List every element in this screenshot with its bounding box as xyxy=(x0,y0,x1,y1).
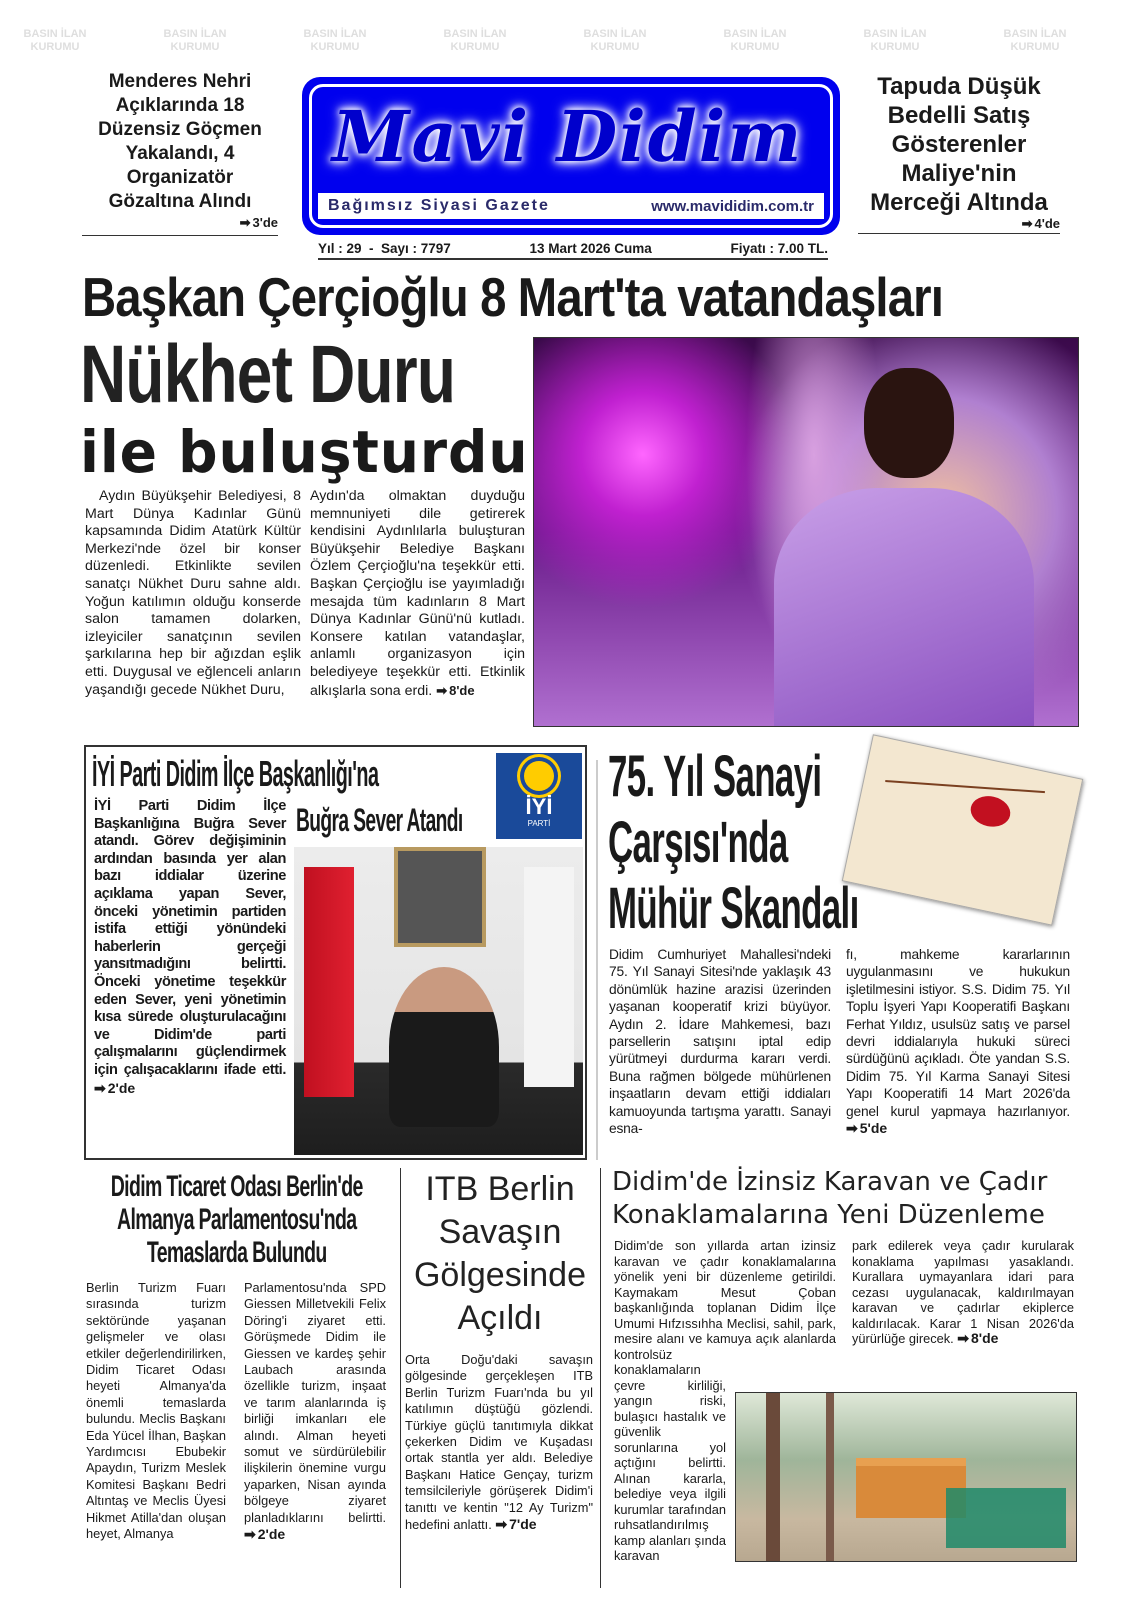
karavan-body-col2-text: park edilerek veya çadır kurularak konaklama yapılması yasaklandı. Kurallara uymayanlara idari para cezası uygulanacak, kaldırılmayan karavan ve çadırlar ekiplerce kaldırılacak. Karar 1 Nisan 2026'da yürürlüğe girecek. xyxy=(852,1238,1074,1346)
seal-document-photo xyxy=(842,734,1083,925)
sanayi-body-col2-text: fı, mahkeme kararlarının uygulanmasını ve hukukun işletilmesini istiyor. S.S. Didim 75. Yıl Toplu İşyeri Yapı Kooperatifi Başkanı Ferhat Yıldız, usulsüz satış ve parsel devri iddialarıyla hukuki süreci sürdüğünü açıkladı. Öte yandan S.S. Didim 75. Yıl Karma Sanayi Sitesi Yapı Kooperatifi 14 Mart 2026'da genel kurul yapmaya hazırlanıyor. xyxy=(846,947,1070,1119)
karavan-body-col1b-text: konaklamaların çevre kirliliği, yangın riski, bulaşıcı hastalık ve güvenlik sorunlarına yol açtığını belirtti. Alınan kararla, belediye veya ilgili kurumlar tarafından ruhsatlandırılmış kamp alanları şında karavan xyxy=(614,1362,726,1563)
watermark-text: BASIN İLAN KURUMU xyxy=(443,28,507,53)
sanayi-title-1[interactable]: 75. Yıl Sanayi xyxy=(608,744,822,809)
iyi-party-logo xyxy=(496,753,582,839)
sanayi-body-col2 xyxy=(846,946,1070,1137)
caravan-camp-photo xyxy=(735,1392,1077,1562)
karavan-title-2[interactable]: Konaklamalarına Yeni Düzenleme xyxy=(612,1200,1045,1230)
karavan-ref[interactable]: ➡ 8'de xyxy=(957,1330,998,1346)
sanayi-body-col1 xyxy=(609,946,831,1137)
ticaret-title[interactable]: Didim Ticaret Odası Berlin'de Almanya Parlamentosu'nda Temaslarda Bulundu xyxy=(110,1170,363,1269)
lead-body-col2 xyxy=(310,488,525,700)
iyi-body xyxy=(94,798,286,1098)
karavan-title-1[interactable]: Didim'de İzinsiz Karavan ve Çadır xyxy=(612,1167,1048,1197)
watermark-text: BASIN İLAN KURUMU xyxy=(1003,28,1067,53)
iyi-title-2[interactable]: Buğra Sever Atandı xyxy=(296,802,463,838)
iyi-title-1[interactable]: İYİ Parti Didim İlçe Başkanlığı'na xyxy=(92,753,379,794)
column-divider xyxy=(400,1168,401,1588)
iyi-logo-sub: PARTİ xyxy=(527,819,551,828)
right-top-story xyxy=(858,72,1060,234)
bugra-sever-photo xyxy=(294,847,583,1155)
lead-body-col1 xyxy=(85,488,301,699)
ticaret-body-col1-text: Berlin Turizm Fuarı sırasında turizm sektöründe yaşanan gelişmeler ve olası etkiler değerlendirilirken, Didim Ticaret Odası heyeti Almanya'da önemli temaslarda bulundu. Meclis Başkanı Eda Yücel İlhan, Başkan Yardımcısı Ebubekir Apaydın, Turizm Meslek Komitesi Başkanı Bedri Altıntaş ve Meclis Üyesi Hikmet Atilla'dan oluşan heyet, Almanya xyxy=(86,1280,226,1542)
lead-title-2[interactable]: ile buluşturdu xyxy=(80,418,529,486)
karavan-body-col1-text: Didim'de son yıllarda artan izinsiz karavan ve çadır konaklamalarına yönelik yeni bir düzenleme getirildi. Kaymakam Mesut Çoban başkanlığında toplanan Didim İlçe Umumi Hıfzıssıhha Meclisi, sahil, park, mesire alanı ve kamuya açık alanlarda kontrolsüz xyxy=(614,1238,836,1362)
sanayi-ref[interactable]: ➡ 5'de xyxy=(846,1120,887,1136)
issue-bar xyxy=(318,241,828,260)
right-top-ref[interactable]: ➡ 4'de xyxy=(1022,216,1060,231)
watermark-text: BASIN İLAN KURUMU xyxy=(163,28,227,53)
itb-ref[interactable]: ➡ 7'de xyxy=(495,1516,536,1532)
iyi-logo-text: İYİ xyxy=(525,794,553,819)
lead-body-col1-text: Aydın Büyükşehir Belediyesi, 8 Mart Dünya Kadınlar Günü kapsamında Didim Atatürk Kültür Merkezi'nde özel bir konser düzenledi. Etkinlikte sevilen sanatçı Nükhet Duru sahne aldı. Yoğun katılımın olduğu konserde salon tamamen dolarken, izleyiciler sanatçının sevilen şarkılarına hep bir ağızdan eşlik etti. Duygusal ve eğlenceli anların yaşandığı gecede Nükhet Duru, xyxy=(85,488,301,698)
sun-icon xyxy=(524,761,554,791)
masthead-logo[interactable]: Mavi Didim xyxy=(332,95,804,178)
masthead-website[interactable]: www.mavididim.com.tr xyxy=(651,197,814,215)
ticaret-ref[interactable]: ➡ 2'de xyxy=(244,1526,285,1542)
itb-body-text: Orta Doğu'daki savaşın gölgesinde gerçekleşen ITB Berlin Turizm Fuarı'nda bu yıl katılımın düştüğü gözlendi. Türkiye güçlü tanıtımıyla dikkat çekerken Didim ve Kuşadası ortak stantla yer aldı. Belediye Başkanı Hatice Gençay, turizm temsilcileriyle görüşerek Didim'i tanıttı ve kentin "12 Ay Turizm" hedefini anlattı. xyxy=(405,1352,593,1533)
lead-kicker[interactable]: Başkan Çerçioğlu 8 Mart'ta vatandaşları xyxy=(82,266,943,328)
masthead xyxy=(302,77,840,235)
column-divider xyxy=(600,1168,601,1588)
itb-title[interactable]: ITB Berlin Savaşın Gölgesinde Açıldı xyxy=(413,1170,586,1337)
left-top-ref[interactable]: ➡ 3'de xyxy=(240,215,278,230)
column-divider xyxy=(596,760,598,1160)
masthead-tagline: Bağımsız Siyasi Gazete xyxy=(328,197,550,214)
left-top-headline[interactable]: Menderes Nehri Açıklarında 18 Düzensiz Göçmen Yakalandı, 4 Organizatör Gözaltına Alındı xyxy=(98,71,262,212)
watermark-text: BASIN İLAN KURUMU xyxy=(303,28,367,53)
lead-title-1[interactable]: Nükhet Duru xyxy=(80,329,456,420)
watermark-text: BASIN İLAN KURUMU xyxy=(723,28,787,53)
karavan-body-col1b xyxy=(614,1362,726,1564)
karavan-body-col2 xyxy=(852,1238,1074,1347)
left-top-story xyxy=(82,70,278,236)
sanayi-body-col1-text: Didim Cumhuriyet Mahallesi'ndeki 75. Yıl Sanayi Sitesi'nde yaklaşık 43 dönümlük hazine arazisi üzerinden yaşanan kooperatif krizi büyüyor. Aydın 2. İdare Mahkemesi, bazı parsellerin satışını iptal edip yürütmeyi durdurma kararı verdi. Buna rağmen bölgede mühürlenen inşaatların devam ettiği iddiaları kamuoyunda tartışma yarattı. Sanayi esna- xyxy=(609,947,831,1137)
itb-body xyxy=(405,1352,593,1533)
nukhet-duru-photo xyxy=(533,337,1079,727)
watermark-text: BASIN İLAN KURUMU xyxy=(583,28,647,53)
ticaret-body-col2 xyxy=(244,1280,386,1544)
issue-price: Fiyatı : 7.00 TL. xyxy=(730,241,828,256)
sanayi-title-3[interactable]: Mühür Skandalı xyxy=(608,876,859,941)
karavan-body-col1 xyxy=(614,1238,836,1362)
right-top-headline[interactable]: Tapuda Düşük Bedelli Satış Gösterenler Maliye'nin Merceği Altında xyxy=(870,73,1048,216)
watermark-text: BASIN İLAN KURUMU xyxy=(23,28,87,53)
lead-ref[interactable]: ➡ 8'de xyxy=(436,683,474,698)
ticaret-body-col2-text: Parlamentosu'nda SPD Giessen Milletvekili Felix Döring'i ziyaret etti. Görüşmede Didim ile Giessen ve kardeş şehir Laubach arasında özellikle turizm, inşaat ve tarım alanlarında iş birliği imkanları ele alındı. Alman heyeti somut ve sürdürülebilir ilişkilerin önemine vurgu yaparken, Nisan ayında bölgeye ziyaret planladıklarını belirtti. xyxy=(244,1280,386,1525)
lead-body-col2-text: Aydın'da olmaktan duyduğu memnuniyeti dile getirerek kendisini Aydınlılarla buluşturan Büyükşehir Belediye Başkanı Özlem Çerçioğlu'na teşekkür etti. Başkan Çerçioğlu ise yayımladığı mesajda tüm kadınların 8 Mart Dünya Kadınlar Günü'nü kutladı. Konsere katılan vatandaşlar, anlamlı organizasyon için belediyeye teşekkür etti. Etkinlik alkışlarla sona erdi. xyxy=(310,488,525,699)
ticaret-body-col1 xyxy=(86,1280,226,1543)
iyi-body-text: İYİ Parti Didim İlçe Başkanlığına Buğra Sever atandı. Görev değişiminin ardından basında yer alan bazı iddialar üzerine açıklama yapan Sever, önceki yönetimin partiden istifa ettiği yönündeki haberlerin gerçeği yansıtmadığını belirtti. Önceki yönetime teşekkür eden Sever, yeni yönetimin kısa sürede oluşturulacağını ve Didim'de parti çalışmalarını güçlendirmek için çalışacaklarını ifade etti. xyxy=(94,798,286,1078)
iyi-ref[interactable]: ➡ 2'de xyxy=(94,1080,135,1096)
issue-date: 13 Mart 2026 Cuma xyxy=(529,241,652,256)
watermark-text: BASIN İLAN KURUMU xyxy=(863,28,927,53)
sanayi-title-2[interactable]: Çarşısı'nda xyxy=(608,810,788,875)
issue-number: Yıl : 29 - Sayı : 7797 xyxy=(318,241,451,256)
